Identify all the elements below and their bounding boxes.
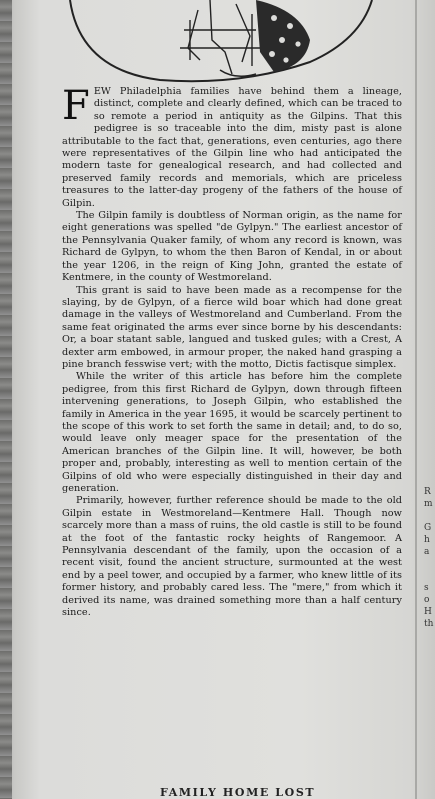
side-column-fragment: m <box>424 499 433 509</box>
paragraph-1: EW Philadelphia families have behind them a lineage, distinct, complete and clearly defined, which can be traced to so remote a period in antiquity as the Gilpins. That this pedigree is so traceable into the dim, misty past is alone attributable to the fact that, generations, even centuries, ago there were representatives of the Gilpin line who had anticipated the modern taste for genealogical research, and had collected and preserved family records and memorials, which are priceless treasures to the latter-day progeny of the fathers of the house of Gilpin. <box>62 86 402 209</box>
side-column-fragment: a <box>424 547 430 557</box>
header-illustration <box>60 0 410 84</box>
article-body <box>62 83 402 619</box>
paragraph-4: While the writer of this article has before him the complete pedigree, from this first Richard de Gylpyn, down through fifteen intervening generations, to Joseph Gilpin, who established the family in America in the year 1695, it would be scarcely pertinent to the scope of this work to set forth the same in detail; and, to do so, would leave only meager space for the presentation of the American branches of the Gilpin line. It will, however, be both proper and, probably, interesting as well to mention certain of the Gilpins of old who were especially distinguished in their day and generation. <box>62 371 402 494</box>
side-column-fragment: G <box>424 523 432 533</box>
paragraph-3: This grant is said to have been made as a recompense for the slaying, by de Gylpyn, of a fierce wild boar which had done great damage in the valleys of Westmoreland and Cumberland. From the same feat originated the arms ever since borne by his descendants: Or, a boar statant sable, langued and tusked gules; with a Crest, A dexter arm embowed, in armour proper, the naked hand grasping a pine branch fesswise vert; with the motto, Dictis factisque simplex. <box>62 284 402 370</box>
side-column-fragment: o <box>424 595 430 605</box>
side-column-fragment: th <box>424 619 434 629</box>
torn-paper-edge <box>0 0 12 799</box>
side-column-fragment: s <box>424 583 429 593</box>
side-column-fragment: h <box>424 535 430 545</box>
side-column-fragment: H <box>424 607 432 617</box>
paragraph-5: Primarily, however, further reference should be made to the old Gilpin estate in Westmoreland—Kentmere Hall. Though now scarcely more than a mass of ruins, the old castle is still to be found at the foot of the fantastic rocky heights of Rangemoor. A Pennsylvania descendant of the family, upon the occasion of a recent visit, found the ancient structure, surmounted at the west end by a peel tower, and occupied by a farmer, who knew little of its former history, and probably cared less. The "mere," from which it derived its name, was drained something more than a half century since. <box>62 495 402 619</box>
section-subhead: FAMILY HOME LOST <box>160 786 316 799</box>
side-column-fragment: R <box>424 487 431 497</box>
column-rule <box>415 0 417 799</box>
drop-cap: F <box>62 83 90 129</box>
paragraph-2: The Gilpin family is doubtless of Norman origin, as the name for eight generations was spelled "de Gylpyn." The earliest ancestor of the Pennsylvania Quaker family, of whom any record is known, was Richard de Gylpyn, to whom the then Baron of Kendal, in or about the year 1206, in the reign of King John, granted the estate of Kentmere, in the county of Westmoreland. <box>62 210 402 284</box>
